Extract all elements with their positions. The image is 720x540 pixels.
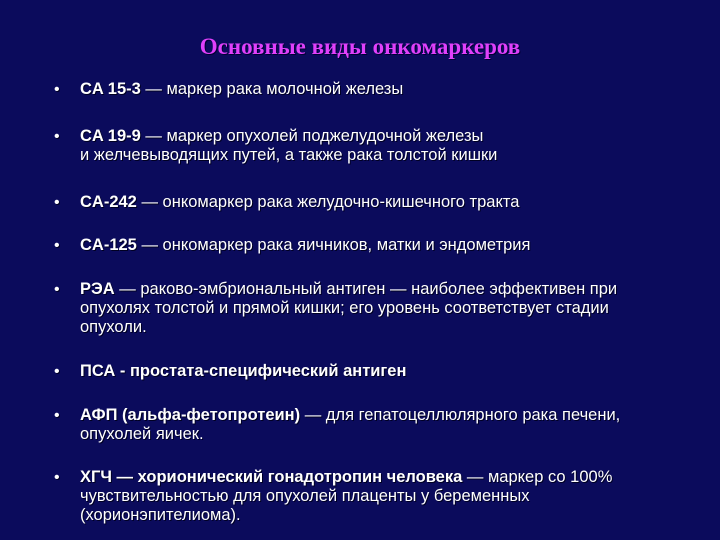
item-text-line: опухолях толстой и прямой кишки; его уровень соответствует стадии bbox=[80, 299, 609, 317]
list-item bbox=[54, 80, 403, 99]
item-text-line: чувствительностью для опухолей плаценты у беременных bbox=[80, 487, 530, 505]
item-term: РЭА bbox=[80, 280, 115, 298]
item-term: CA 15-3 bbox=[80, 80, 141, 98]
item-term: CA-125 bbox=[80, 236, 137, 254]
bullet-icon: • bbox=[54, 469, 60, 486]
item-text-line: опухолей яичек. bbox=[80, 425, 204, 443]
item-text: — онкомаркер рака яичников, матки и эндометрия bbox=[136, 236, 531, 254]
list-item bbox=[54, 280, 720, 337]
bullet-icon: • bbox=[54, 363, 60, 380]
bullet-icon: • bbox=[54, 194, 60, 211]
bullet-icon: • bbox=[54, 81, 60, 98]
bullet-icon: • bbox=[54, 281, 60, 298]
list-item bbox=[54, 236, 720, 255]
item-term: ХГЧ — хорионический гонадотропин человека bbox=[80, 468, 463, 486]
item-text: — маркер рака молочной железы bbox=[140, 80, 404, 98]
item-text-line: (хорионэпителиома). bbox=[80, 506, 241, 524]
bullet-icon: • bbox=[54, 407, 60, 424]
item-text: — маркер со 100% bbox=[462, 468, 613, 486]
item-text: — маркер опухолей поджелудочной железы bbox=[140, 127, 484, 145]
item-term: CA-242 bbox=[80, 193, 137, 211]
item-term: ПСА - простата-специфический антиген bbox=[80, 362, 407, 380]
list-item bbox=[54, 127, 720, 165]
item-term: АФП (альфа-фетопротеин) bbox=[80, 406, 301, 424]
item-text-line: опухоли. bbox=[80, 318, 147, 336]
item-text: — онкомаркер рака желудочно-кишечного тракта bbox=[136, 193, 520, 211]
list-item bbox=[54, 362, 720, 381]
item-text: — для гепатоцеллюлярного рака печени, bbox=[300, 406, 621, 424]
item-text: — раково-эмбриональный антиген — наиболее эффективен при bbox=[114, 280, 618, 298]
slide-title: Основные виды онкомаркеров bbox=[199, 34, 521, 59]
bullet-icon: • bbox=[54, 237, 60, 254]
bullet-icon: • bbox=[54, 128, 60, 145]
item-text-line: и желчевыводящих путей, а также рака толстой кишки bbox=[80, 146, 498, 164]
list-item bbox=[54, 468, 720, 525]
item-term: CA 19-9 bbox=[80, 127, 141, 145]
list-item bbox=[54, 193, 720, 212]
list-item bbox=[54, 406, 720, 444]
